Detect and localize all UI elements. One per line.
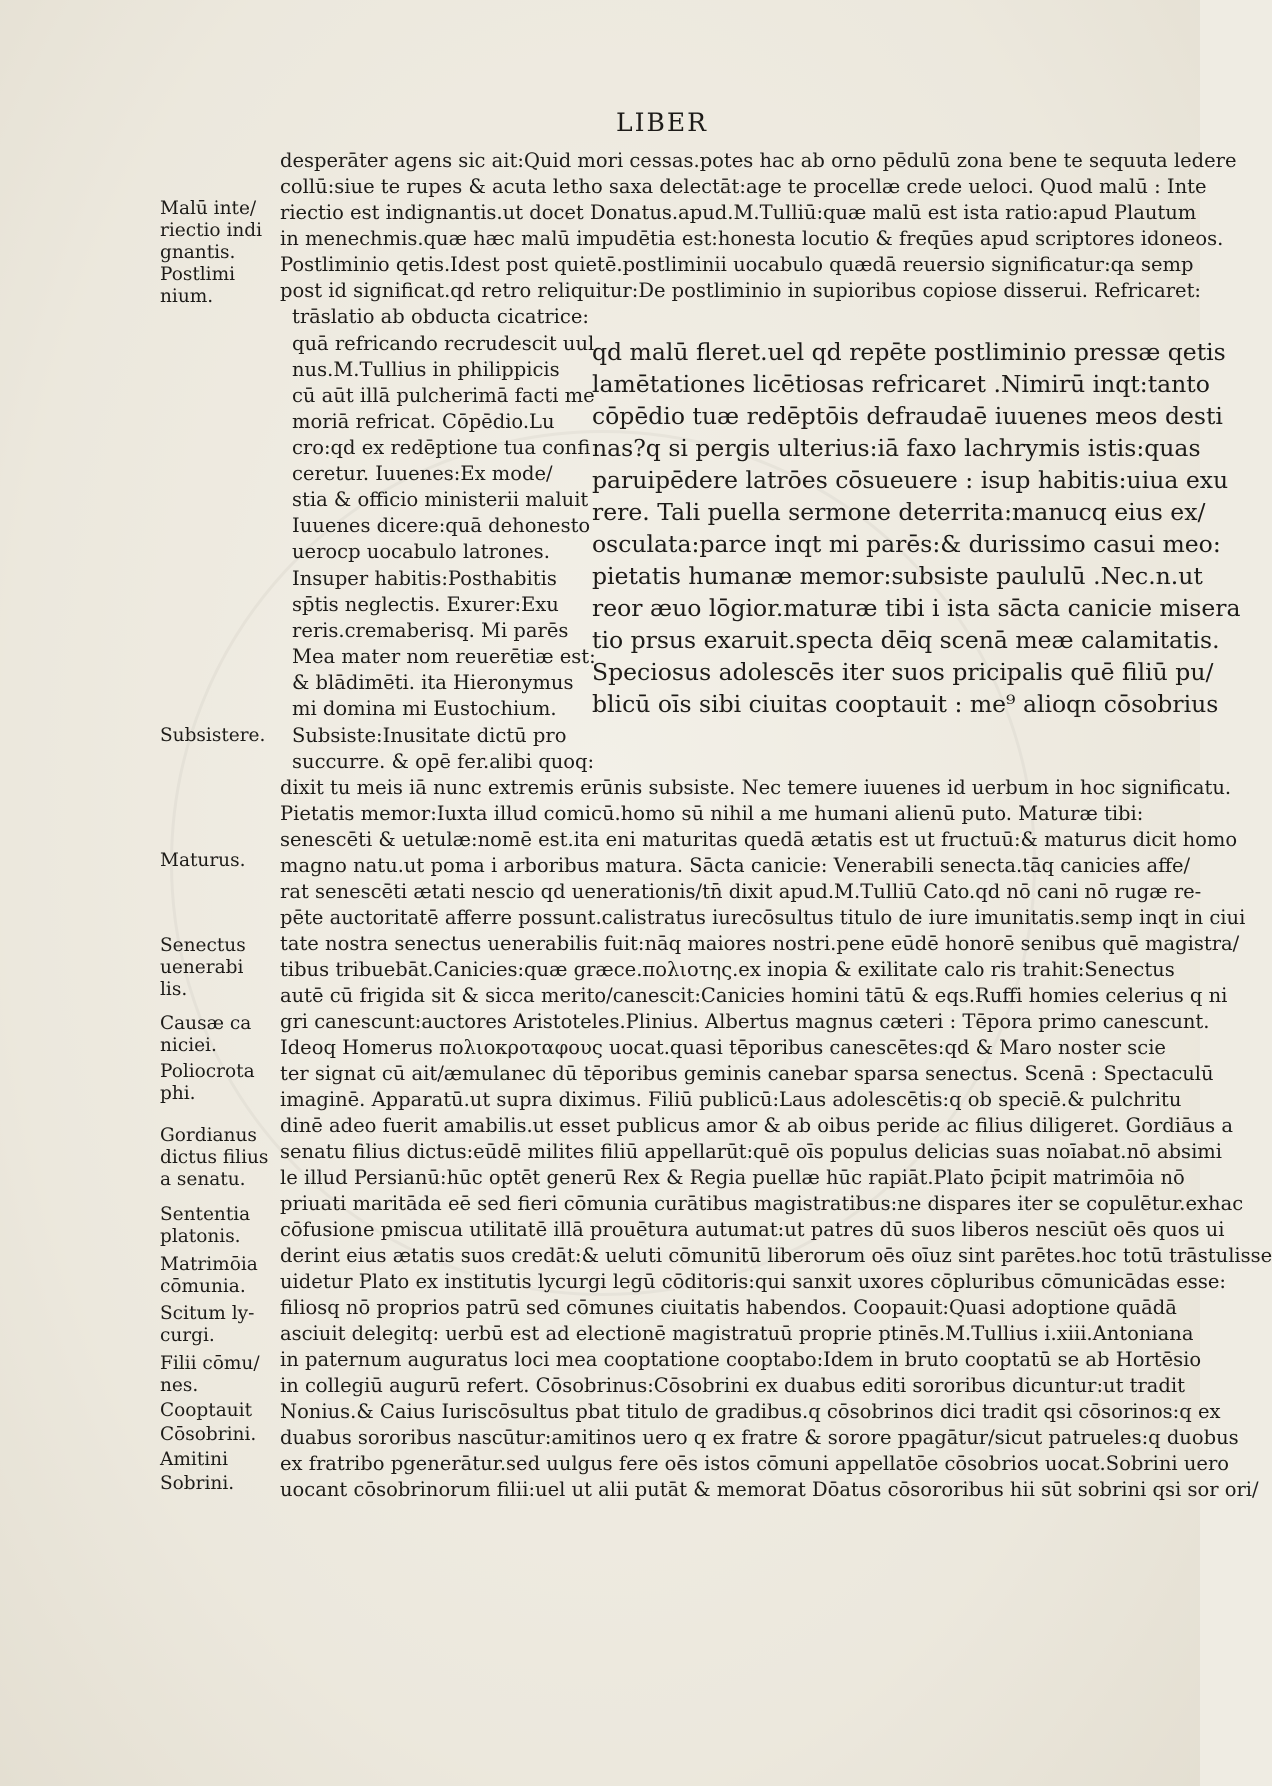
commentary-line: uerocp uocabulo latrones. xyxy=(292,540,550,563)
commentary-line: Subsiste:Inusitate dictū pro xyxy=(292,724,567,747)
marginal-note: curgi. xyxy=(160,1325,215,1346)
marginal-note: Scitum ly- xyxy=(160,1303,255,1324)
commentary-line: reris.cremaberisq. Mi parēs xyxy=(292,619,569,642)
commentary-line: ter signat cū ait/æmulanec dū tēporibus geminis canebar sparsa senectus. Scenā : Spectaculū xyxy=(280,1062,1214,1085)
main-text-line: riectio est indignantis.ut docet Donatus.apud.M.Tulliū:quæ malū est ista ratio:apud Plautum xyxy=(280,201,1197,224)
main-column-line: paruipēdere latrōes cōsueuere : isup habitis:uiua exu xyxy=(592,466,1229,494)
commentary-line: imaginē. Apparatū.ut supra diximus. Filiū publicū:Laus adolescētis:q ob speciē.& pulchritu xyxy=(280,1088,1182,1111)
marginal-note: Gordianus xyxy=(160,1125,257,1146)
commentary-line: Pietatis memor:Iuxta illud comicū.homo sū nihil a me humani alienū puto. Maturæ tibi: xyxy=(280,802,1144,825)
marginal-note: riectio indi xyxy=(160,220,263,241)
main-column-line: tio prsus exaruit.specta dēiq scenā meæ calamitatis. xyxy=(592,626,1220,654)
commentary-line: Insuper habitis:Posthabitis xyxy=(292,567,557,590)
commentary-line: stia & officio ministerii maluit xyxy=(292,488,589,511)
commentary-line: Iuuenes dicere:quā dehonesto xyxy=(292,514,591,537)
commentary-line: in paternum auguratus loci mea cooptatione cooptabo:Idem in bruto cooptatū se ab Hortēsio xyxy=(280,1348,1202,1371)
commentary-line: duabus sororibus nascūtur:amitinos uero q ex fratre & sorore ppagātur/sicut patrueles:q duobus xyxy=(280,1426,1239,1449)
marginal-note: dictus filius xyxy=(160,1147,269,1168)
commentary-line: asciuit delegitq: uerbū est ad electionē magistratuū proprie ptinēs.M.Tullius i.xiii.Antoniana xyxy=(280,1322,1194,1345)
commentary-line: succurre. & opē fer.alibi quoq: xyxy=(292,750,595,773)
main-text-line: desperāter agens sic ait:Quid mori cessas.potes hac ab orno pēdulū zona bene te sequuta ledere xyxy=(280,149,1237,172)
commentary-line: & blādimēti. ita Hieronymus xyxy=(292,671,574,694)
main-column-line: nas?q si pergis ulterius:iā faxo lachrymis istis:quas xyxy=(592,434,1201,462)
main-column-line: pietatis humanæ memor:subsiste paululū .Nec.n.ut xyxy=(592,562,1203,590)
marginal-note: Cōsobrini. xyxy=(160,1424,257,1445)
marginal-note: lis. xyxy=(160,979,188,1000)
commentary-line: filiosq nō proprios patrū sed cōmunes ciuitatis habendos. Coopauit:Quasi adoptione quādā xyxy=(280,1296,1177,1319)
marginal-note: a senatu. xyxy=(160,1169,246,1190)
marginal-note: Senectus xyxy=(160,935,246,956)
commentary-line: cro:qd ex redēptione tua confi xyxy=(292,436,591,459)
marginal-note: Cooptauit xyxy=(160,1400,253,1421)
commentary-line: rat senescēti ætati nescio qd uenerationis/tn̄ dixit apud.M.Tulliū Cato.qd nō cani nō rugæ re- xyxy=(280,880,1202,903)
main-column-line: rere. Tali puella sermone deterrita:manucq eius ex/ xyxy=(592,498,1206,526)
commentary-line: pēte auctoritatē afferre possunt.calistratus iurecōsultus titulo de iure imunitatis.semp inqt in ciui xyxy=(280,906,1246,929)
marginal-note: Amitini xyxy=(160,1449,229,1470)
commentary-line: priuati maritāda eē sed fieri cōmunia curātibus magistratibus:ne dispares iter se copulētur.exhac xyxy=(280,1192,1244,1215)
marginal-note: Postlimi xyxy=(160,264,236,285)
commentary-line: Mea mater nom reuerētiæ est: xyxy=(292,645,596,668)
commentary-line: gri canescunt:auctores Aristoteles.Plinius. Albertus magnus cæteri : Tēpora primo canescunt. xyxy=(280,1010,1210,1033)
marginal-note: Sobrini. xyxy=(160,1473,235,1494)
marginal-note: Maturus. xyxy=(160,850,246,871)
main-column-line: Speciosus adolescēs iter suos pricipalis quē filiū pu/ xyxy=(592,658,1214,686)
main-column-line: qd malū fleret.uel qd repēte postliminio pressæ qetis xyxy=(592,338,1226,366)
main-text-line: Postliminio qetis.Idest post quietē.postliminii uocabulo quædā reuersio significatur:qa semp xyxy=(280,253,1194,276)
page-header: LIBER xyxy=(616,108,708,137)
commentary-line: uidetur Plato ex institutis lycurgi legū cōditoris:qui sanxit uxores cōpluribus cōmunicādas esse: xyxy=(280,1270,1226,1293)
marginal-note: cōmunia. xyxy=(160,1276,246,1297)
main-column-line: lamētationes licētiosas refricaret .Nimirū inqt:tanto xyxy=(592,370,1210,398)
commentary-line: nus.M.Tullius in philippicis xyxy=(292,358,560,381)
main-column-line: cōpēdio tuæ redēptōis defraudaē iuuenes meos desti xyxy=(592,402,1223,430)
commentary-line: quā refricando recrudescit uul xyxy=(292,332,595,355)
commentary-line: derint eius ætatis suos credāt:& ueluti cōmunitū liberorum oēs oīuz sint parētes.hoc totū trāstulisse xyxy=(280,1244,1272,1267)
marginal-note: nes. xyxy=(160,1375,199,1396)
main-text-line: in menechmis.quæ hæc malū impudētia est:honesta locutio & freqūes apud scriptores idoneos. xyxy=(280,227,1224,250)
commentary-line: tate nostra senectus uenerabilis fuit:nāq maiores nostri.pene eūdē honorē senibus quē magistra/ xyxy=(280,932,1240,955)
commentary-line: magno natu.ut poma i arboribus matura. Sācta canicie: Venerabili senecta.tāq canicies affe/ xyxy=(280,854,1191,877)
commentary-line: Ideoq Homerus πολιοκροταφους uocat.quasi tēporibus canescētes:qd & Maro noster scie xyxy=(280,1036,1166,1059)
marginal-note: uenerabi xyxy=(160,957,244,978)
commentary-line: uocant cōsobrinorum filii:uel ut alii putāt & memorat Dōatus cōsororibus hii sūt sobrini qsi sor ori/ xyxy=(280,1478,1259,1501)
commentary-line: ex fratribo pgenerātur.sed uulgus fere oēs istos cōmuni appellatōe cōsobrios uocat.Sobrini uero xyxy=(280,1452,1230,1475)
main-column-line: osculata:parce inqt mi parēs:& durissimo casui meo: xyxy=(592,530,1221,558)
commentary-line: le illud Persianū:hūc optēt generū Rex & Regia puellæ hūc rapiāt.Plato p̄cipit matrimōia nō xyxy=(280,1166,1185,1189)
marginal-note: niciei. xyxy=(160,1035,217,1056)
main-text-line: post id significat.qd retro reliquitur:De postliminio in supioribus copiose disserui. Refricaret: xyxy=(280,279,1201,302)
marginal-note: gnantis. xyxy=(160,242,236,263)
commentary-line: cōfusione pmiscua utilitatē illā prouētura autumat:ut patres dū suos liberos nesciūt oēs quos ui xyxy=(280,1218,1225,1241)
marginal-note: Causæ ca xyxy=(160,1013,252,1034)
main-column-line: blicū oīs sibi ciuitas cooptauit : me⁹ alioqn cōsobrius xyxy=(592,690,1219,718)
commentary-line: senatu filius dictus:eūdē milites filiū appellarūt:quē oīs populus delicias suas noīabat.nō absimi xyxy=(280,1140,1223,1163)
commentary-line: in collegiū augurū refert. Cōsobrinus:Cōsobrini ex duabus editi sororibus dicuntur:ut tradit xyxy=(280,1374,1185,1397)
commentary-line: autē cū frigida sit & sicca merito/canescit:Canicies homini tātū & eqs.Ruffi homies celerius q ni xyxy=(280,984,1228,1007)
marginal-note: nium. xyxy=(160,286,214,307)
marginal-note: Poliocrota xyxy=(160,1061,255,1082)
commentary-line: ceretur. Iuuenes:Ex mode/ xyxy=(292,462,553,485)
commentary-line: moriā refricat. Cōpēdio.Lu xyxy=(292,410,555,433)
commentary-line: mi domina mi Eustochium. xyxy=(292,697,557,720)
marginal-note: Malū inte/ xyxy=(160,198,257,219)
main-text-line: trāslatio ab obducta cicatrice: xyxy=(292,305,589,328)
commentary-line: cū aūt illā pulcherimā facti me xyxy=(292,384,595,407)
marginal-note: platonis. xyxy=(160,1226,241,1247)
marginal-note: Matrimōia xyxy=(160,1254,258,1275)
marginal-note: Sententia xyxy=(160,1204,251,1225)
main-column-line: reor æuo lōgior.maturæ tibi i ista sācta canicie misera xyxy=(592,594,1241,622)
commentary-line: tibus tribuebāt.Canicies:quæ græce.πολιοτης.ex inopia & exilitate calo ris trahit:Senectus xyxy=(280,958,1175,981)
commentary-line: dixit tu meis iā nunc extremis erūnis subsiste. Nec temere iuuenes id uerbum in hoc significatu. xyxy=(280,776,1232,799)
marginal-note: Filii cōmu/ xyxy=(160,1353,260,1374)
commentary-line: sp̄tis neglectis. Exurer:Exu xyxy=(292,593,559,616)
marginal-note: Subsistere. xyxy=(160,725,266,746)
commentary-line: Nonius.& Caius Iuriscōsultus pbat titulo de gradibus.q cōsobrinos dici tradit qsi cōsorinos:q ex xyxy=(280,1400,1221,1423)
marginal-note: phi. xyxy=(160,1083,196,1104)
commentary-line: senescēti & uetulæ:nomē est.ita eni maturitas quedā ætatis est ut fructuū:& maturus dicit homo xyxy=(280,828,1238,851)
main-text-line: collū:siue te rupes & acuta letho saxa delectāt:age te procellæ crede ueloci. Quod malū : Inte xyxy=(280,175,1207,198)
commentary-line: dinē adeo fuerit amabilis.ut esset publicus amor & ab oibus peride ac filius diligeret. Gordiāus a xyxy=(280,1114,1233,1137)
